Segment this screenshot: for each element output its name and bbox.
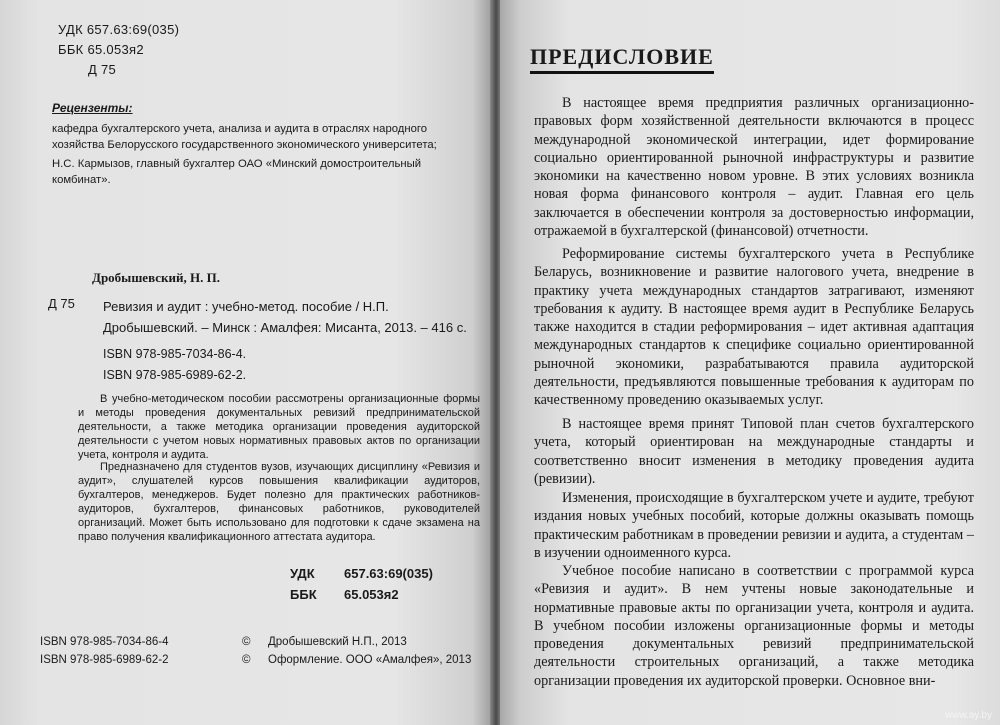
isbn-bottom-2: ISBN 978-985-6989-62-2 xyxy=(40,654,169,666)
left-page xyxy=(0,0,492,725)
reviewers-heading: Рецензенты: xyxy=(52,101,133,115)
isbn-bottom-1: ISBN 978-985-7034-86-4 xyxy=(40,636,169,648)
catalog-code: Д 75 xyxy=(88,62,117,77)
page-title: ПРЕДИСЛОВИЕ xyxy=(530,44,714,74)
bbk-value: 65.053я2 xyxy=(344,587,399,602)
annotation-1: В учебно-методическом пособии рассмотрены организационные формы и методы проведения документальных ревизий предпринимательской деятельности, а также методика организации проведения аудиторской деятельности с учетом новых нормативных правовых актов по организации учета, контроля и аудита. xyxy=(78,393,480,461)
preface-paragraph-2: Реформирование системы бухгалтерского учета в Республике Беларусь, возникновение и развитие налогового учета, внедрение в практику учета международных стандартов затрагивают, изменяют требования к аудиту. В настоящее время аудит в Республике Беларусь также находится в стадии реформирования – идет активная адаптация международных стандартов к специфике социально ориентированной рыночной экономики, разрабатываются правила аудиторской деятельности, предъявляются повышенные требования к аудиторам по качественному проведению оказываемых услуг. xyxy=(534,246,974,409)
reviewer-1-line-2: хозяйства Белорусского государственного экономического университета; xyxy=(52,139,437,151)
preface-paragraph-1: В настоящее время предприятия различных организационно-правовых форм хозяйственной деятельности включаются в процесс международной экономической интеграции, идет формирование социально ориентированной рыночной инфраструктуры и развитие экономики на качественно новом уровне. В этих условиях возникла новая форма финансового контроля – аудит. Главная его цель заключается в обеспечении контроля за достоверностью информации, отражаемой в бухгалтерской (финансовой) отчетности. xyxy=(534,95,974,240)
reviewer-1-line-1: кафедра бухгалтерского учета, анализа и аудита в отраслях народного xyxy=(52,123,428,135)
bbk-line: ББК 65.053я2 xyxy=(58,42,144,57)
preface-paragraph-3: В настоящее время принят Типовой план счетов бухгалтерского учета, который ориентирован на международные стандарты и соответственно вносит изменения в методику проведения аудита (ревизии). xyxy=(534,416,974,487)
copyright-icon: © xyxy=(242,654,251,666)
udk-bottom xyxy=(290,566,433,581)
copyright-line-1 xyxy=(242,636,407,648)
reviewer-2-line-1: Н.С. Кармызов, главный бухгалтер ОАО «Минский домостроительный xyxy=(52,158,422,170)
author-heading: Дробышевский, Н. П. xyxy=(92,270,220,285)
isbn-1: ISBN 978-985-7034-86-4. xyxy=(103,347,247,361)
preface-paragraph-4: Изменения, происходящие в бухгалтерском учете и аудите, требуют издания новых учебных пособий, которые должны оказывать помощь практическим работникам в проведении ревизии и аудита, а студентам – в изучении одноименного курса. xyxy=(534,490,974,561)
copyright-text-1: Дробышевский Н.П., 2013 xyxy=(268,636,407,648)
catalog-header xyxy=(58,20,179,80)
bbk-label: ББК xyxy=(290,587,317,602)
udk-line: УДК 657.63:69(035) xyxy=(58,22,180,37)
reviewer-2-line-2: комбинат». xyxy=(52,174,111,186)
annotation-2: Предназначено для студентов вузов, изучающих дисциплину «Ревизия и аудит», слушателей курсов повышения квалификации аудиторов, бухгалтеров, менеджеров. Будет полезно для практических работников-аудиторов, бухгалтеров, финансовых работников, руководителей организаций. Может быть использовано для подготовки к сдаче экзамена на право получения квалификационного аттестата аудитора. xyxy=(78,461,480,543)
bbk-bottom xyxy=(290,587,399,602)
watermark: www.ay.by xyxy=(944,710,992,721)
copyright-line-2 xyxy=(242,654,471,666)
biblio-code: Д 75 xyxy=(48,296,75,311)
isbn-2: ISBN 978-985-6989-62-2. xyxy=(103,368,247,382)
copyright-text-2: Оформление. ООО «Амалфея», 2013 xyxy=(268,654,472,666)
right-page xyxy=(500,0,1000,725)
udk-value: 657.63:69(035) xyxy=(344,566,433,581)
udk-label: УДК xyxy=(290,566,315,581)
preface-paragraph-5: Учебное пособие написано в соответствии с программой курса «Ревизия и аудит». В нем учтены новые законодательные и нормативные правовые акты по организации учета, контроля и аудита. В учебном пособии изложены организационные формы и методы проведения документальных ревизий предпринимательской деятельности строительных организаций, а также методика организации проведения их аудиторской проверки. Основное вни- xyxy=(534,563,974,689)
copyright-icon: © xyxy=(242,636,251,648)
biblio-entry: Ревизия и аудит : учебно-метод. пособие / Н.П. Дробышевский. – Минск : Амалфея: Мисанта, 2013. – 416 с. xyxy=(103,299,467,335)
